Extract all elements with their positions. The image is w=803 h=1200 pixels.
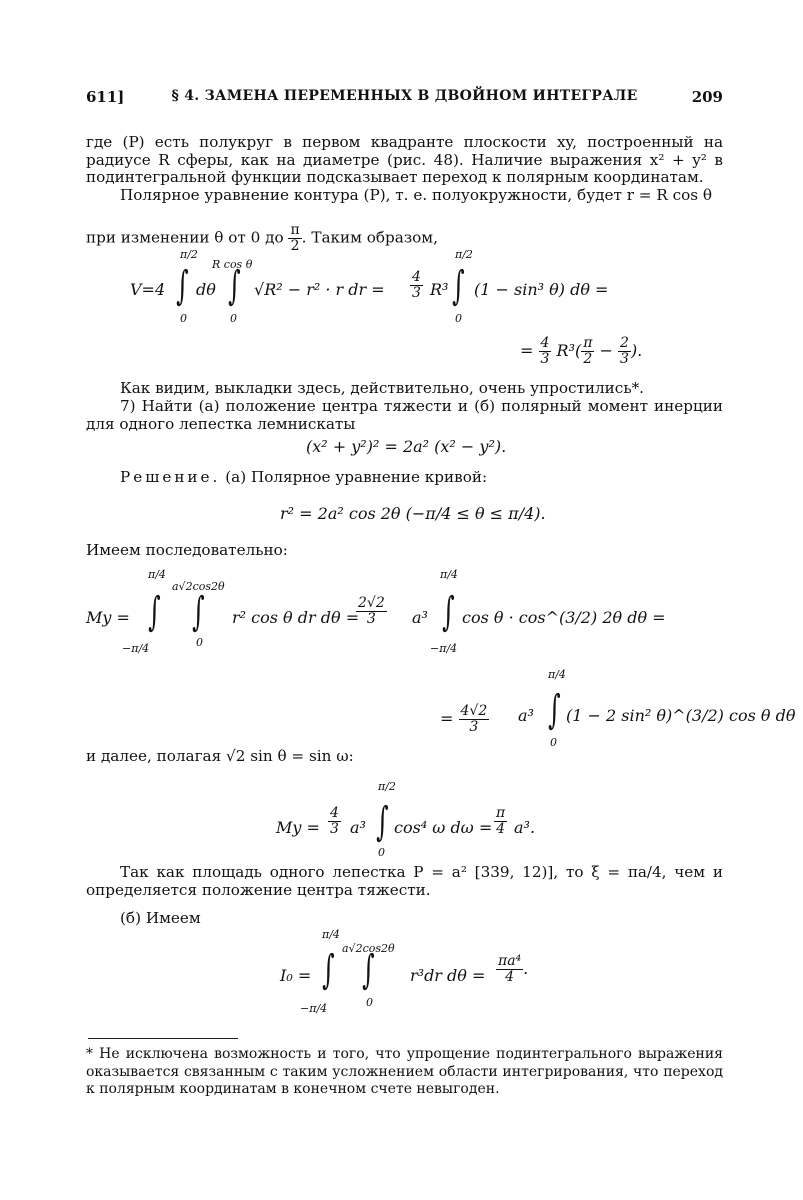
my3-res: a³. <box>514 818 536 837</box>
i0-up: π/4 <box>322 928 340 941</box>
paragraph-3: Как видим, выкладки здесь, действительно, очень упростились*. <box>120 379 645 397</box>
my1-coef-n: 2√2 <box>358 595 385 611</box>
formula-lemniscate: (x² + y²)² = 2a² (x² − y²). <box>306 437 507 456</box>
i0-lo2: 0 <box>366 996 373 1009</box>
v-upper-limit-1: π/2 <box>180 248 198 261</box>
my3-up: π/2 <box>378 780 396 793</box>
page-number: 209 <box>691 88 723 106</box>
my1-rest: cos θ · cos^(3/2) 2θ dθ = <box>462 608 666 627</box>
section-number: 611] <box>86 88 125 106</box>
paragraph-4: 7) Найти (а) положение центра тяжести и (б) полярный момент инерции для одного лепестка лемнискаты <box>86 397 723 433</box>
integral-my3: ∫ <box>376 799 389 845</box>
frac-num: π <box>290 222 300 238</box>
my3-a3: a³ <box>350 818 366 837</box>
my2-coef-n: 4√2 <box>460 703 488 719</box>
integral-my1-c: ∫ <box>442 589 455 635</box>
i0-lhs: I₀ = <box>280 966 312 985</box>
v-coef-4-3 <box>410 270 423 301</box>
i0-res-d: 4 <box>505 969 515 985</box>
my3-lo: 0 <box>378 846 385 859</box>
paragraph-2c-text: . Таким образом, <box>301 228 438 247</box>
my3-pi4 <box>494 806 507 837</box>
my1-up2: a√2cos2θ <box>172 580 225 593</box>
my1-up3: π/4 <box>440 568 458 581</box>
integral-sign-1: ∫ <box>176 263 189 309</box>
i0-res-n: πa⁴ <box>498 953 522 969</box>
paragraph-7: Так как площадь одного лепестка P = a² [339, 12)], то ξ = πa/4, чем и определяется положение центра тяжести. <box>86 863 723 899</box>
paragraph-8: (б) Имеем <box>120 909 201 927</box>
footnote-rule <box>88 1038 238 1039</box>
my2-lo: 0 <box>550 736 557 749</box>
running-header <box>86 88 723 110</box>
v-r3: R³ <box>430 280 449 299</box>
paragraph-6: и далее, полагая √2 sin θ = sin ω: <box>86 747 354 765</box>
v2-num: 4 <box>540 335 550 351</box>
solution-line <box>86 469 723 487</box>
paragraph-2b-text: при изменении θ от 0 до <box>86 228 284 247</box>
my3-rest: cos⁴ ω dω = <box>394 818 493 837</box>
integral-my1-a: ∫ <box>148 589 161 635</box>
integral-i0-b: ∫ <box>362 947 375 993</box>
integral-my1-b: ∫ <box>192 589 205 635</box>
v2-den: 3 <box>540 351 550 367</box>
formula-polar: r² = 2a² cos 2θ (−π/4 ≤ θ ≤ π/4). <box>280 504 546 523</box>
v-dtheta: dθ <box>196 280 216 299</box>
my1-coef <box>356 596 387 627</box>
my3-coef <box>328 806 341 837</box>
integral-i0-a: ∫ <box>322 947 335 993</box>
my2-a3: a³ <box>518 706 534 725</box>
integral-sign-2: ∫ <box>228 263 241 309</box>
chapter-title: § 4. ЗАМЕНА ПЕРЕМЕННЫХ В ДВОЙНОМ ИНТЕГРАЛЕ <box>171 88 638 104</box>
v-den: 3 <box>412 285 421 301</box>
v-upper-limit-3: π/2 <box>455 248 473 261</box>
v2-two: 2 <box>583 351 593 367</box>
v-lower-limit-2: 0 <box>230 312 237 325</box>
my1-integrand: r² cos θ dr dθ = <box>232 608 360 627</box>
v-line2: = $\frac{4}{3}$ R³( $\frac{\pi}{2}$ − $\frac{2}{3}$ ). <box>520 335 643 367</box>
paragraph-5: Имеем последовательно: <box>86 541 288 559</box>
paragraph-2a: Полярное уравнение контура (P), т. е. полуокружности, будет r = R cos θ <box>120 186 713 204</box>
frac-den: 2 <box>290 238 300 254</box>
i0-lo: −π/4 <box>300 1002 328 1015</box>
my1-lo: −π/4 <box>122 642 150 655</box>
my3-den: 3 <box>330 821 339 837</box>
v-tail: (1 − sin³ θ) dθ = <box>474 280 609 299</box>
my3-num: 4 <box>330 805 339 821</box>
i0-up2: a√2cos2θ <box>342 942 395 955</box>
my2-coef-d: 3 <box>469 719 479 735</box>
v2-r3: R³ <box>556 341 575 360</box>
v-lhs: V=4 <box>130 280 166 299</box>
v-lower-limit-3: 0 <box>455 312 462 325</box>
my3-pi: π <box>496 805 506 821</box>
my2-rest: (1 − 2 sin² θ)^(3/2) cos θ dθ <box>566 706 796 725</box>
v2-pi: π <box>583 335 593 351</box>
footnote: * Не исключена возможность и того, что упрощение подинтегрального выражения оказывается связанным с таким усложнением области интегрирования, что переход к полярным координатам в конечном счете невыгоден. <box>86 1046 723 1097</box>
v-num: 4 <box>412 269 421 285</box>
my1-lhs: My = <box>86 608 130 627</box>
my1-up: π/4 <box>148 568 166 581</box>
v-integrand: √R² − r² · r dr = <box>254 280 385 299</box>
v-upper-limit-2: R cos θ <box>212 258 253 271</box>
integral-sign-3: ∫ <box>452 263 465 309</box>
my3-four: 4 <box>496 821 506 837</box>
paragraph-1: где (P) есть полукруг в первом квадранте плоскости xy, построенный на радиусе R сферы, как на диаметре (рис. 48). Наличие выражения x² + y² в подинтегральной функции подсказывает переход к полярным координатам. <box>86 133 723 187</box>
my1-a3: a³ <box>412 608 428 627</box>
v2-three-b: 3 <box>620 351 629 367</box>
i0-result: $\frac{\text{πa⁴}}{4}$ . <box>498 953 529 985</box>
my3-lhs: My = <box>276 818 320 837</box>
solution-text: (а) Полярное уравнение кривой: <box>225 468 488 486</box>
i0-integrand: r³dr dθ = <box>410 966 486 985</box>
v2-two-b: 2 <box>620 335 629 351</box>
my1-lo2: 0 <box>196 636 203 649</box>
v-lower-limit-1: 0 <box>180 312 187 325</box>
pi-over-2-fraction <box>288 223 301 254</box>
integral-my2: ∫ <box>548 687 561 733</box>
my2-coef: = $\frac{4√2}{3}$ <box>440 703 488 735</box>
solution-label: Решение. <box>120 468 221 486</box>
my1-coef-d: 3 <box>366 611 376 627</box>
my2-up: π/4 <box>548 668 566 681</box>
my1-lo3: −π/4 <box>430 642 458 655</box>
